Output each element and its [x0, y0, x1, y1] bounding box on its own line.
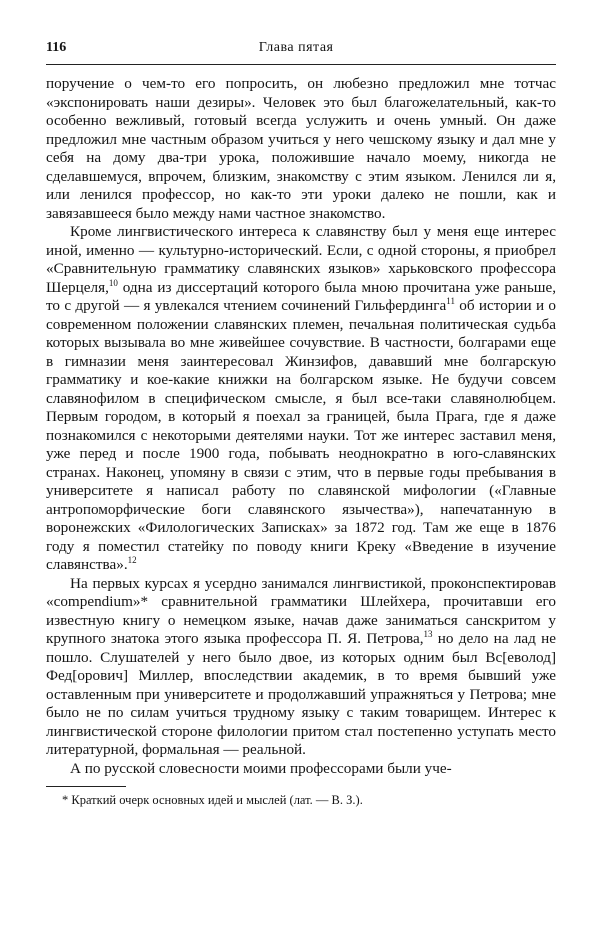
footnote-rule: [46, 786, 126, 787]
footnote-ref-10: 10: [108, 277, 118, 288]
page-header: [46, 40, 556, 62]
body-text: [46, 75, 556, 778]
paragraph-2-part-a: Кроме лингвистического интереса к славянству был у меня еще интерес иной, именно — культурно-исторический. Если, с одной стороны, я приобрел «Сравнительную грамматику славянских языков» харьковского профессора Шерцеля,: [46, 223, 556, 296]
paragraph-2: [46, 223, 556, 575]
running-title: Глава пятая: [258, 40, 334, 55]
paragraph-1: поручение о чем-то его попросить, он любезно предложил мне тотчас «экспонировать наши дезиры». Человек это был благожелательный, как-то особенно вежливый, готовый всегда услужить и очень умный. Он даже предложил мне частным образом учиться у него чешскому языку и дал мне у себя на дому два-три урока, положившие начало моему, никогда не сделавшемуся, впрочем, близким, знакомству с этим языком. Ленился ли я, или ленился профессор, но как-то эти уроки далеко не пошли, как и завязавшееся было между нами частное знакомство.: [46, 75, 556, 222]
paragraph-2-part-c: об истории и о современном положении славянских племен, печальная политическая судьба которых вызывала во мне живейшее сочувствие. В частности, болгарами еще в гимназии меня заинтересовал Жинзифов, дававший мне болгарскую грамматику и кое-какие книжки на болгарском языке. Не будучи совсем славянофилом в специфическом смысле, я был все-таки славянолюбцем. Первым городом, в который я поехал за границей, была Прага, где я даже познакомился с некоторыми деятелями науки. Тот же интерес заставил меня, уже перед и после 1900 года, побывать неоднократно в юго-славянских странах. Наконец, упомяну в связи с этим, что в первые годы пребывания в университете я написал работу по славянской мифологии («Главные антропоморфические боги славянского язычества»), напечатанную в воронежских «Филологических Записках» за 1872 год. Там же еще в 1876 году я поместил статейку по поводу книги Креку «Введение в изучение славянства».: [46, 297, 556, 573]
paragraph-3-part-b: но дело на лад не пошло. Слушателей у него было двое, из которых одним был Вс[еволод] Фед[орович] Миллер, впоследствии академик, в то время бывший уже оставленным при университете и продолжавший упражняться у Петрова; мне было не по силам учиться трудному языку с таким товарищем. Интерес к лингвистической стороне филологии притом стал постепенно уступать место литературной, формальная — реальной.: [46, 630, 556, 758]
footnote-ref-11: 11: [446, 295, 455, 306]
paragraph-3-part-a: На первых курсах я усердно занимался лингвистикой, проконспектировав «compendium»* сравнительной грамматики Шлейхера, прочитавши его известную книгу о немецком языке, начав даже заниматься санскритом у крупного знатока этого языка профессора П. Я. Петрова,: [46, 574, 556, 647]
paragraph-3: [46, 575, 556, 760]
paragraph-2-part-b: одна из диссертаций которого была мною прочитана уже раньше, то с другой — я увлекался чтением сочинений Гильфердинга: [46, 278, 556, 314]
paragraph-4: А по русской словесности моими профессорами были уче-: [70, 759, 452, 777]
page-number: 116: [46, 40, 67, 55]
footnote: * Краткий очерк основных идей и мыслей (лат. — В. З.).: [62, 793, 363, 807]
header-rule: [46, 64, 556, 65]
footnote-ref-12: 12: [127, 554, 137, 565]
footnote-ref-13: 13: [423, 628, 433, 639]
